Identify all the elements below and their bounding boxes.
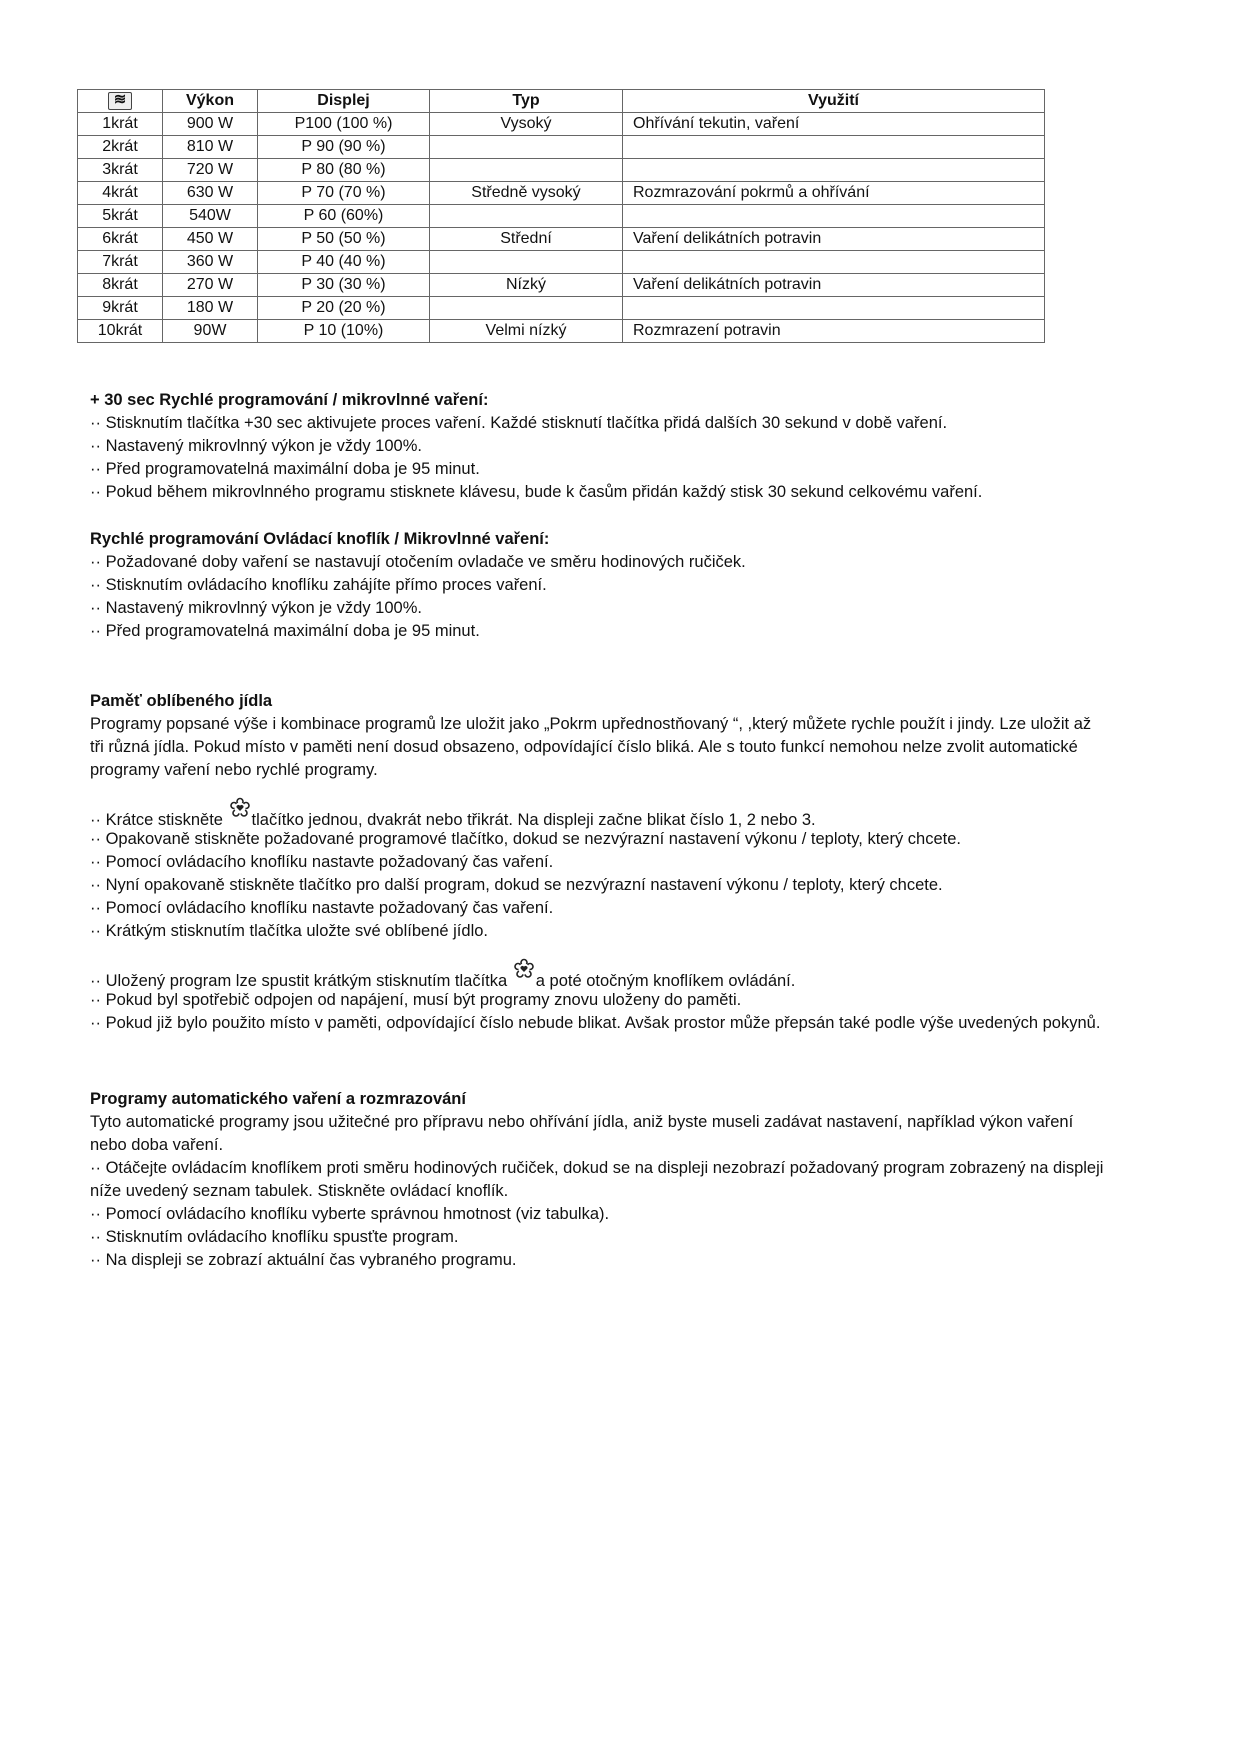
cell-presses: 4krát: [78, 182, 163, 205]
text-line: [90, 574, 746, 597]
cell-usage: Rozmrazení potravin: [623, 320, 1045, 343]
cell-display: P 10 (10%): [258, 320, 430, 343]
text-line: [90, 736, 1100, 759]
cell-presses: 10krát: [78, 320, 163, 343]
text-line: [90, 874, 1100, 897]
cell-usage: [623, 251, 1045, 274]
line-text: ·· Stisknutím tlačítka +30 sec aktivujete proces vaření. Každé stisknutí tlačítka přidá dalších 30 sekund v době vaření.: [90, 414, 948, 432]
cell-presses: 9krát: [78, 297, 163, 320]
cell-usage: Vaření delikátních potravin: [623, 274, 1045, 297]
header-vykon: Výkon: [163, 90, 258, 113]
cell-type: Nízký: [430, 274, 623, 297]
text-line: [90, 851, 1100, 874]
cell-power: 900 W: [163, 113, 258, 136]
cell-power: 90W: [163, 320, 258, 343]
cell-usage: Rozmrazování pokrmů a ohřívání: [623, 182, 1045, 205]
text-line: [90, 897, 1100, 920]
cell-type: [430, 159, 623, 182]
line-text: ·· Nastavený mikrovlnný výkon je vždy 100%.: [90, 599, 422, 617]
cell-usage: [623, 297, 1045, 320]
cell-display: P 40 (40 %): [258, 251, 430, 274]
section-heading: Paměť oblíbeného jídla: [90, 692, 273, 710]
line-text: ·· Stisknutím ovládacího knoflíku spusťte program.: [90, 1228, 459, 1246]
text-line: [90, 713, 1100, 736]
table-row: [78, 205, 1045, 228]
cell-presses: 2krát: [78, 136, 163, 159]
line-text: ·· Opakovaně stiskněte požadované programové tlačítko, dokud se nezvýrazní nastavení výkonu / teploty, který chcete.: [90, 830, 961, 848]
text-line: [90, 412, 982, 435]
cell-type: [430, 297, 623, 320]
cell-type: [430, 136, 623, 159]
text-line: [90, 1012, 1100, 1035]
cell-power: 270 W: [163, 274, 258, 297]
line-text: ·· Nyní opakovaně stiskněte tlačítko pro další program, dokud se nezvýrazní nastavení výkonu / teploty, který chcete.: [90, 876, 943, 894]
cell-power: 540W: [163, 205, 258, 228]
text-line: [90, 1111, 1103, 1134]
text-line: [90, 1249, 1103, 1272]
header-vyuziti: Využití: [623, 90, 1045, 113]
header-typ: Typ: [430, 90, 623, 113]
section-heading: + 30 sec Rychlé programování / mikrovlnné vaření:: [90, 391, 489, 409]
line-text: programy vaření nebo rychlé programy.: [90, 761, 378, 779]
cell-display: P 70 (70 %): [258, 182, 430, 205]
text-line: [90, 435, 982, 458]
header-icon-cell: [78, 90, 163, 113]
favorite-button-icon: [513, 958, 535, 980]
line-text: ·· Krátce stiskněte: [90, 811, 228, 829]
cell-power: 450 W: [163, 228, 258, 251]
table-row: [78, 182, 1045, 205]
cell-type: Středně vysoký: [430, 182, 623, 205]
line-text: ·· Pokud během mikrovlnného programu stisknete klávesu, bude k časům přidán každý stisk 30 sekund celkovému vaření.: [90, 483, 983, 501]
table-header-row: [78, 90, 1045, 113]
line-text-after: tlačítko jednou, dvakrát nebo třikrát. Na displeji začne blikat číslo 1, 2 nebo 3.: [251, 811, 816, 829]
table-row: [78, 320, 1045, 343]
line-text: ·· Pomocí ovládacího knoflíku vyberte správnou hmotnost (viz tabulka).: [90, 1205, 610, 1223]
text-line: [90, 920, 1100, 943]
cell-type: [430, 205, 623, 228]
cell-power: 360 W: [163, 251, 258, 274]
table-row: [78, 113, 1045, 136]
line-text: ·· Na displeji se zobrazí aktuální čas vybraného programu.: [90, 1251, 517, 1269]
line-text: ·· Pokud již bylo použito místo v paměti, odpovídající číslo nebude blikat. Avšak prostor může přepsán také podle výše uvedených pokynů.: [90, 1014, 1101, 1032]
section: [90, 1088, 1103, 1272]
text-line: [90, 1157, 1103, 1180]
line-text-after: a poté otočným knoflíkem ovládání.: [535, 972, 796, 990]
section: [90, 690, 1100, 1035]
cell-usage: [623, 205, 1045, 228]
line-text: ·· Pokud byl spotřebič odpojen od napájení, musí být programy znovu uloženy do paměti.: [90, 991, 742, 1009]
header-displej: Displej: [258, 90, 430, 113]
section-heading: Programy automatického vaření a rozmrazování: [90, 1090, 466, 1108]
section: [90, 528, 746, 643]
table-row: [78, 159, 1045, 182]
cell-type: Velmi nízký: [430, 320, 623, 343]
cell-type: [430, 251, 623, 274]
cell-type: Vysoký: [430, 113, 623, 136]
line-text: nebo doba vaření.: [90, 1136, 224, 1154]
text-line: [90, 966, 1100, 989]
text-line: [90, 458, 982, 481]
line-text: ·· Pomocí ovládacího knoflíku nastavte požadovaný čas vaření.: [90, 899, 554, 917]
text-line: [90, 759, 1100, 782]
text-line: [90, 989, 1100, 1012]
line-text: tři různá jídla. Pokud místo v paměti není dosud obsazeno, odpovídající číslo bliká. Ale s touto funkcí nemohou nelze zvolit automatické: [90, 738, 1078, 756]
cell-usage: [623, 159, 1045, 182]
line-text: ·· Před programovatelná maximální doba je 95 minut.: [90, 622, 480, 640]
cell-display: P 50 (50 %): [258, 228, 430, 251]
cell-presses: 8krát: [78, 274, 163, 297]
line-text: ·· Stisknutím ovládacího knoflíku zahájíte přímo proces vaření.: [90, 576, 547, 594]
table-row: [78, 251, 1045, 274]
line-text: ·· Před programovatelná maximální doba je 95 minut.: [90, 460, 480, 478]
spacer: [90, 943, 1100, 966]
cell-usage: Vaření delikátních potravin: [623, 228, 1045, 251]
cell-display: P 90 (90 %): [258, 136, 430, 159]
text-line: [90, 1180, 1103, 1203]
line-text: ·· Uložený program lze spustit krátkým stisknutím tlačítka: [90, 972, 512, 990]
line-text: ·· Krátkým stisknutím tlačítka uložte své oblíbené jídlo.: [90, 922, 488, 940]
section: [90, 389, 982, 504]
table-row: [78, 136, 1045, 159]
cell-display: P 20 (20 %): [258, 297, 430, 320]
text-line: [90, 551, 746, 574]
table-row: [78, 228, 1045, 251]
line-text: ·· Nastavený mikrovlnný výkon je vždy 100%.: [90, 437, 422, 455]
cell-power: 180 W: [163, 297, 258, 320]
cell-presses: 1krát: [78, 113, 163, 136]
line-text: Tyto automatické programy jsou užitečné pro přípravu nebo ohřívání jídla, aniž byste museli zadávat nastavení, například výkon vaření: [90, 1113, 1074, 1131]
cell-power: 630 W: [163, 182, 258, 205]
cell-type: Střední: [430, 228, 623, 251]
cell-power: 810 W: [163, 136, 258, 159]
text-line: [90, 1226, 1103, 1249]
power-levels-table: [77, 89, 1045, 343]
cell-presses: 5krát: [78, 205, 163, 228]
cell-usage: Ohřívání tekutin, vaření: [623, 113, 1045, 136]
text-line: [90, 620, 746, 643]
text-line: [90, 805, 1100, 828]
cell-power: 720 W: [163, 159, 258, 182]
cell-display: P 30 (30 %): [258, 274, 430, 297]
cell-display: P 80 (80 %): [258, 159, 430, 182]
table-row: [78, 274, 1045, 297]
cell-usage: [623, 136, 1045, 159]
line-text: Programy popsané výše i kombinace programů lze uložit jako „Pokrm upřednostňovaný “, ,který můžete rychle použít i jindy. Lze uložit až: [90, 715, 1092, 733]
cell-display: P100 (100 %): [258, 113, 430, 136]
cell-presses: 6krát: [78, 228, 163, 251]
table-row: [78, 297, 1045, 320]
line-text: níže uvedený seznam tabulek. Stiskněte ovládací knoflík.: [90, 1182, 509, 1200]
favorite-button-icon: [229, 797, 251, 819]
text-line: [90, 597, 746, 620]
text-line: [90, 1134, 1103, 1157]
text-line: [90, 828, 1100, 851]
text-line: [90, 1203, 1103, 1226]
section-heading: Rychlé programování Ovládací knoflík / Mikrovlnné vaření:: [90, 530, 550, 548]
cell-display: P 60 (60%): [258, 205, 430, 228]
cell-presses: 3krát: [78, 159, 163, 182]
line-text: ·· Pomocí ovládacího knoflíku nastavte požadovaný čas vaření.: [90, 853, 554, 871]
line-text: ·· Otáčejte ovládacím knoflíkem proti směru hodinových ručiček, dokud se na displeji nezobrazí požadovaný program zobrazený na displeji: [90, 1159, 1104, 1177]
cell-presses: 7krát: [78, 251, 163, 274]
text-line: [90, 481, 982, 504]
line-text: ·· Požadované doby vaření se nastavují otočením ovladače ve směru hodinových ručiček.: [90, 553, 746, 571]
microwave-power-icon: ≋: [108, 92, 132, 110]
